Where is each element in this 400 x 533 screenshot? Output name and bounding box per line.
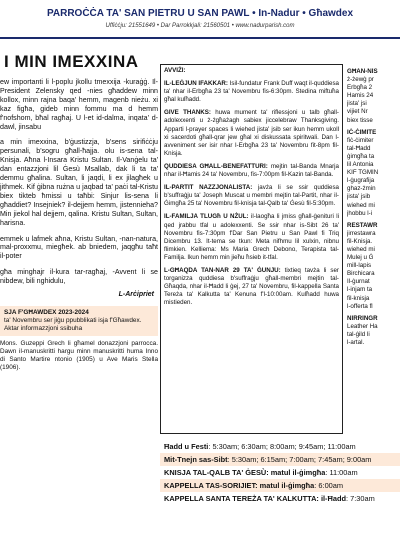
right-column-line: fil-Knisja.	[347, 237, 373, 245]
right-column-line: fiċ-ċimiter	[347, 136, 374, 144]
right-column-line: jista' jsi	[347, 100, 367, 108]
right-column-line: ż-żewġ pr	[347, 76, 374, 84]
article-paragraph: emmek u lafmek aħna, Kristu Sultan, -nan-natura, mal-proxxmu, miegħek. ab bniedem, jaqgħu taħt il-poter	[0, 234, 158, 261]
right-column-line: RESTAWR	[347, 221, 378, 229]
right-column-line: vijiet Nr	[347, 108, 368, 116]
header-rule	[0, 37, 400, 39]
notice-item: L-GĦAQDA TAN-NAR 29 TA' ĠUNJU: tixtieq tavża li ser torganizza quddiesa b'suffraġju għall-membri mejtin tal-Għaqda, nhar il-Ħadd li ġej, 27 ta' Novembru, fil-kappella Santa Tereża ta' Kalkutta ta' Kenuna f'l-10:00am. Kulħadd huwa mistieden.	[164, 266, 339, 307]
notice-item: GIVE THANKS: huwa mument ta' riflessjoni u talb għall-adolexxenti u ż-żgħażagh sabiex jiccelebraw Thanksgiving. Apparti l-prayer spaces li wiehed jista' jsib ser ikun hemm ukoll xi sacerdoti għall-qrar jew għal xi diskussata spiritwali. Dan l-avveniment ser isir nhar l-Erbgħa 23 ta' Novembru fit-8pm fil-Knisja.	[164, 109, 339, 157]
right-column-line: wiehed mi	[347, 245, 375, 253]
right-column-line: lil Antonia	[347, 161, 374, 169]
right-column-line: KIF TGMIN	[347, 169, 379, 177]
article-paragraph: ew importanti li l-poplu jkollu tmexxija -kuraġġ. Il-President Zelensky qed -nies għaddew minn kollox, minn rajna baqa' hemm, magenb nieżu. xi kaz figħa, gideb minn fommu ma d hemm f'nofshom, bħal ragħaj. U l-et id-dalma, inqata' d-dawl, jinsabu	[0, 78, 158, 131]
right-column-line: ġimgħa ta	[347, 152, 375, 160]
right-column-line: Mulej u Ġ	[347, 254, 374, 262]
right-column-line: tal-ġild li	[347, 330, 370, 338]
right-column-line: GĦAN-NIS	[347, 68, 378, 75]
parish-title: PARROĊĊA TA' SAN PIETRU U SAN PAWL • In-Nadur • Għawdex	[46, 8, 354, 19]
right-column-line: jhobbu l-i	[347, 209, 373, 217]
parish-contact: Uffiċċju: 21551649 • Dar Parrokkjali: 21560501 • www.nadurparish.com	[105, 23, 295, 29]
signature: L-Arċipriet	[118, 291, 154, 299]
article-heading: I MIN IMEXXINA	[4, 52, 139, 71]
right-column-line: l-artal.	[347, 339, 365, 346]
notice-box-text: ta' Novembru ser jiġu ppubblikati isja f'Għawdex. Aktar informazzjoni ssibuha	[4, 317, 142, 333]
notice-item: AVVIŻI:	[164, 67, 186, 74]
right-column-line: IĊ-ĊIMITE	[347, 128, 377, 136]
right-column-line: mill-lapis	[347, 262, 372, 270]
right-column-line: jista' jsib	[347, 193, 371, 201]
right-column-line: Erbgħa 2	[347, 84, 373, 92]
right-column-line: ghaz-żmin	[347, 185, 376, 193]
right-column-line: tal-Ħadd	[347, 144, 371, 152]
notice-item: IL-FAMILJA TLUGħ U NŻUL: il-laogħa li jmiss għall-ġenituri li qed jrabbu tfal u adolexxenti. Se ssir nhar is-Sibt 26 ta' Novembru fis-7:30pm f'Dar San Pietru u San Pawl fi Triq Dicembru 13. It-tema se tkun: Meta nifhmu lil xulxin, nibnu flimkien. Kelliema: Ms Maria Grech Debono, Terapista tal-Familja. Ikun hemm min jieħu ħsieb it-tfal.	[164, 213, 339, 261]
manuscripts-note: Mons. Guzeppi Grech li għamel donazzjoni parrocca. Dawn il-manuskritti hargu minn manuskritti huma Inno di Santo Martire ntonio (1905) u Ave Maris Stella (1906).	[0, 340, 158, 372]
mass-times	[160, 440, 400, 533]
mass-time-row: Mit-Tnejn sas-Sibt: 5:30am; 6:15am; 7:00am; 7:45am; 9:00am	[160, 453, 400, 466]
right-column-line: NIRRINGR	[347, 314, 378, 322]
right-column-line: l-injam ta	[347, 286, 373, 294]
mass-time-row: Ħadd u Festi: 5:30am; 6:30am; 8:00am; 9:45am; 11:00am	[164, 442, 356, 451]
right-column-line: Hamis 24	[347, 92, 374, 100]
masthead	[0, 0, 400, 38]
right-column-line: wiehed mi	[347, 201, 375, 209]
article-paragraph: għa minghajr il-kura tar-ragħaj, -Avvent li se nibdew, bili nghidulu,	[0, 268, 158, 286]
notice-item: QUDDIESA GĦALL-BENEFATTURI: mejtin tal-Banda Mnarja nhar il-Ħamis 24 ta' Novembru, fis-7:00pm fil-Kazin tal-Banda.	[164, 162, 339, 179]
right-column-line: l-ġugrafija	[347, 177, 375, 185]
mass-time-row: KAPPELLA TAS-SORIJIET: matul il-ġimgħa: 6:00am	[160, 479, 400, 492]
right-column-line: jirrestawra	[347, 229, 376, 237]
notice-box-title: SJA F'GĦAWDEX 2023-2024	[4, 309, 89, 317]
right-column-line: Il-ġurnat	[347, 278, 370, 286]
right-column-line: Birchicara	[347, 270, 375, 278]
right-column-line: biex tisse	[347, 116, 373, 124]
right-column-line: l-offerta fl	[347, 302, 373, 310]
notices-box	[160, 64, 343, 434]
mass-time-row: KAPPELLA SANTA TEREŻA TA' KALKUTTA: il-Ħadd: 7:30am	[164, 494, 375, 503]
right-column	[347, 64, 400, 444]
left-column	[0, 44, 158, 533]
right-column-line: Leather Ha	[347, 322, 378, 330]
mass-time-row: KNISJA TAL-QALB TA' ĠESÙ: matul il-ġimgħa: 11:00am	[164, 468, 358, 477]
article-paragraph: a min imexxina, b'ġustizzja, b'sens sirifiċċju persunali, b'sogru għall-ħajja. olu is-sena tal-Knisja. Aħna l-Insara Kristu Sultan. Il-Vanġelu ta' dan entazzjoni lil Ġesù Msallab, dak li ta ta' demmu għalina. Sultan, li jaqdi, li ex jilagħek u jithmek. Kif ġibna rużna u jaqbad ta' paċi tal-Kristu biex tikteb ħmissi u taħbi: Sinjur lis-sena li għaddiet? Insejniek? il-dejjem hemm, jistennieha? Min jiekol hal dejjem, qalina. Kristu Sultan, Sultan, harisna.	[0, 138, 158, 227]
notice-item: IL-PARTIT NAZZJONALISTA: javża li se ssir quddiesa b'suffraġju ta' Joseph Muscat u membri mejtin tal-Partit, nhar il-Ġimgħa 25 ta' Novembru fil-knisja tal-Qalb ta' Ġesù fil-5:30pm.	[164, 184, 339, 208]
notice-item: IL-LEĠJUN IFAKKAR: Isil-fundatur Frank Duff waqt il-quddiesa ta' nhar il-Erbgħa 23 ta' Novembru fis-6:30pm. Stedina miftuħa għal kulħadd.	[164, 80, 339, 104]
notice-box	[0, 306, 158, 336]
right-column-line: fil-knisja	[347, 294, 370, 302]
